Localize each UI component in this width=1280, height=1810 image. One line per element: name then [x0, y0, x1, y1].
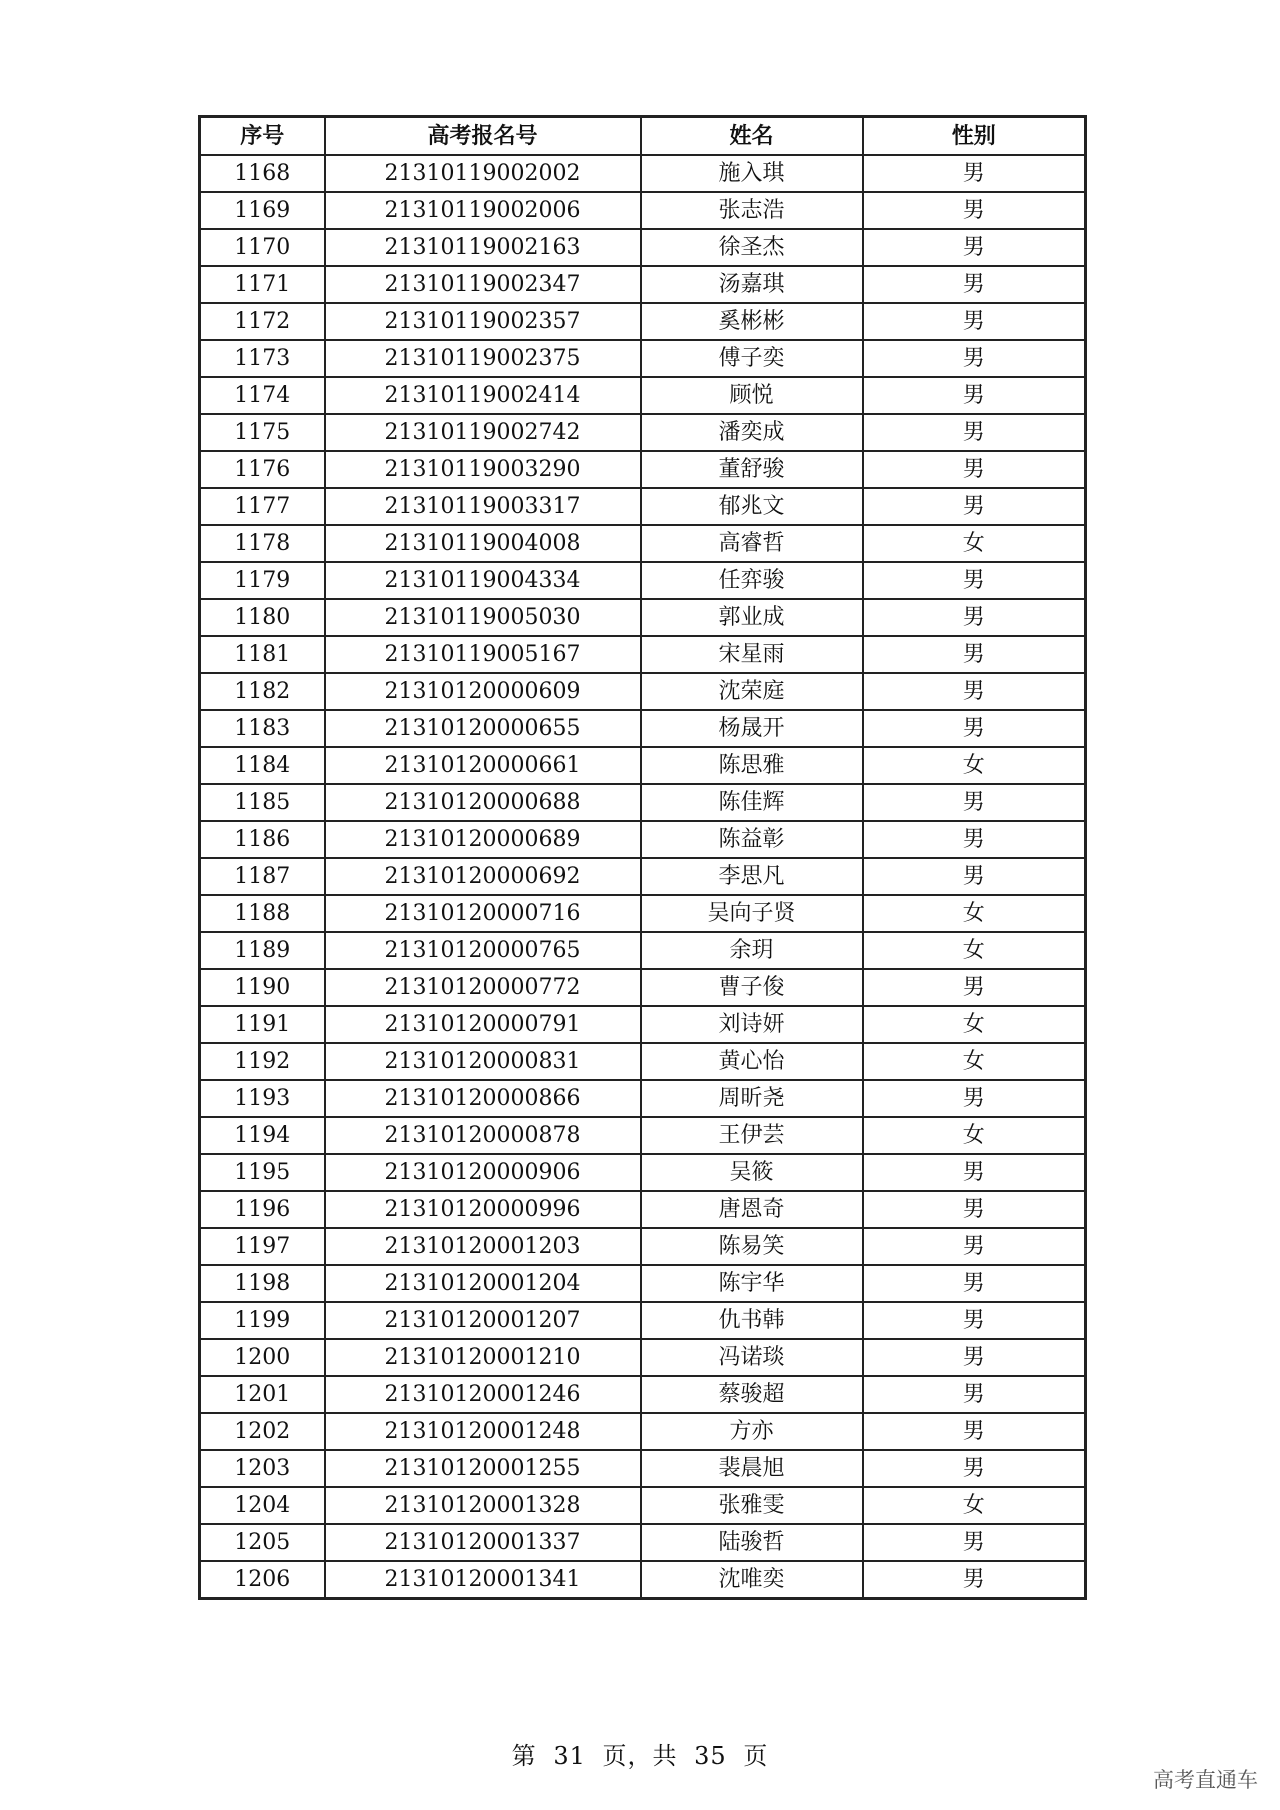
cell-name: 黄心怡: [641, 1043, 863, 1080]
cell-name: 王伊芸: [641, 1117, 863, 1154]
cell-seq: 1188: [200, 895, 325, 932]
cell-registration-number: 21310120000866: [325, 1080, 641, 1117]
table-row: [200, 414, 1086, 451]
table-row: [200, 932, 1086, 969]
cell-gender: 男: [863, 821, 1086, 858]
cell-name: 陈思雅: [641, 747, 863, 784]
cell-gender: 男: [863, 562, 1086, 599]
cell-name: 裴晨旭: [641, 1450, 863, 1487]
cell-name: 徐圣杰: [641, 229, 863, 266]
cell-registration-number: 21310120000765: [325, 932, 641, 969]
table-row: [200, 1376, 1086, 1413]
table-row: [200, 858, 1086, 895]
cell-gender: 男: [863, 1154, 1086, 1191]
cell-gender: 男: [863, 969, 1086, 1006]
cell-seq: 1189: [200, 932, 325, 969]
cell-seq: 1199: [200, 1302, 325, 1339]
cell-registration-number: 21310119002002: [325, 155, 641, 192]
cell-gender: 男: [863, 1524, 1086, 1561]
table-row: [200, 1487, 1086, 1524]
cell-name: 陈宇华: [641, 1265, 863, 1302]
cell-gender: 男: [863, 636, 1086, 673]
cell-registration-number: 21310119004008: [325, 525, 641, 562]
cell-gender: 男: [863, 784, 1086, 821]
cell-name: 周昕尧: [641, 1080, 863, 1117]
cell-name: 傅子奕: [641, 340, 863, 377]
cell-gender: 女: [863, 1117, 1086, 1154]
cell-name: 曹子俊: [641, 969, 863, 1006]
cell-name: 郁兆文: [641, 488, 863, 525]
table-row: [200, 1154, 1086, 1191]
footer-prefix: 第: [511, 1742, 537, 1770]
table-row: [200, 377, 1086, 414]
header-name: 姓名: [641, 117, 863, 156]
cell-gender: 男: [863, 303, 1086, 340]
cell-seq: 1202: [200, 1413, 325, 1450]
cell-registration-number: 21310119002414: [325, 377, 641, 414]
cell-name: 高睿哲: [641, 525, 863, 562]
table-row: [200, 821, 1086, 858]
cell-seq: 1203: [200, 1450, 325, 1487]
cell-gender: 男: [863, 1413, 1086, 1450]
table-row: [200, 303, 1086, 340]
table-row: [200, 599, 1086, 636]
table-header-row: [200, 117, 1086, 156]
cell-gender: 男: [863, 266, 1086, 303]
header-gender: 性别: [863, 117, 1086, 156]
cell-registration-number: 21310120001246: [325, 1376, 641, 1413]
cell-seq: 1194: [200, 1117, 325, 1154]
cell-gender: 男: [863, 1302, 1086, 1339]
header-registration-number: 高考报名号: [325, 117, 641, 156]
cell-gender: 男: [863, 673, 1086, 710]
cell-seq: 1196: [200, 1191, 325, 1228]
cell-registration-number: 21310120001341: [325, 1561, 641, 1599]
cell-name: 陈益彰: [641, 821, 863, 858]
cell-name: 唐恩奇: [641, 1191, 863, 1228]
cell-gender: 男: [863, 599, 1086, 636]
cell-seq: 1177: [200, 488, 325, 525]
cell-seq: 1191: [200, 1006, 325, 1043]
watermark-text: 高考直通车: [1153, 1768, 1258, 1792]
cell-seq: 1185: [200, 784, 325, 821]
cell-gender: 女: [863, 1006, 1086, 1043]
cell-registration-number: 21310120000831: [325, 1043, 641, 1080]
cell-seq: 1172: [200, 303, 325, 340]
cell-gender: 女: [863, 895, 1086, 932]
cell-seq: 1201: [200, 1376, 325, 1413]
table-row: [200, 1265, 1086, 1302]
cell-gender: 男: [863, 858, 1086, 895]
cell-seq: 1200: [200, 1339, 325, 1376]
cell-registration-number: 21310119005167: [325, 636, 641, 673]
cell-name: 汤嘉琪: [641, 266, 863, 303]
table-row: [200, 1043, 1086, 1080]
cell-registration-number: 21310119003290: [325, 451, 641, 488]
cell-registration-number: 21310120000609: [325, 673, 641, 710]
table-row: [200, 1302, 1086, 1339]
cell-registration-number: 21310120001210: [325, 1339, 641, 1376]
cell-gender: 男: [863, 1339, 1086, 1376]
cell-name: 董舒骏: [641, 451, 863, 488]
cell-name: 潘奕成: [641, 414, 863, 451]
cell-registration-number: 21310120000655: [325, 710, 641, 747]
cell-registration-number: 21310120000878: [325, 1117, 641, 1154]
cell-seq: 1198: [200, 1265, 325, 1302]
table-row: [200, 155, 1086, 192]
cell-registration-number: 21310119005030: [325, 599, 641, 636]
footer-mid: 页，共: [602, 1742, 678, 1770]
cell-registration-number: 21310120001255: [325, 1450, 641, 1487]
table-row: [200, 747, 1086, 784]
header-seq: 序号: [200, 117, 325, 156]
cell-seq: 1187: [200, 858, 325, 895]
cell-name: 刘诗妍: [641, 1006, 863, 1043]
cell-seq: 1195: [200, 1154, 325, 1191]
cell-registration-number: 21310119002357: [325, 303, 641, 340]
cell-name: 陆骏哲: [641, 1524, 863, 1561]
cell-seq: 1178: [200, 525, 325, 562]
cell-seq: 1182: [200, 673, 325, 710]
cell-seq: 1204: [200, 1487, 325, 1524]
cell-gender: 男: [863, 229, 1086, 266]
cell-name: 张志浩: [641, 192, 863, 229]
table-row: [200, 1080, 1086, 1117]
cell-name: 郭业成: [641, 599, 863, 636]
cell-seq: 1170: [200, 229, 325, 266]
cell-seq: 1184: [200, 747, 325, 784]
cell-name: 张雅雯: [641, 1487, 863, 1524]
cell-registration-number: 21310120000692: [325, 858, 641, 895]
cell-gender: 男: [863, 1450, 1086, 1487]
cell-seq: 1180: [200, 599, 325, 636]
table-row: [200, 266, 1086, 303]
table-row: [200, 488, 1086, 525]
cell-gender: 男: [863, 1265, 1086, 1302]
cell-seq: 1175: [200, 414, 325, 451]
cell-name: 沈唯奕: [641, 1561, 863, 1599]
table-row: [200, 1191, 1086, 1228]
cell-name: 奚彬彬: [641, 303, 863, 340]
page-number-footer: [0, 1736, 1280, 1771]
cell-registration-number: 21310119003317: [325, 488, 641, 525]
cell-gender: 男: [863, 451, 1086, 488]
table-row: [200, 1006, 1086, 1043]
table-row: [200, 451, 1086, 488]
cell-registration-number: 21310120000689: [325, 821, 641, 858]
cell-gender: 男: [863, 1228, 1086, 1265]
cell-gender: 男: [863, 414, 1086, 451]
cell-registration-number: 21310119004334: [325, 562, 641, 599]
cell-registration-number: 21310120001207: [325, 1302, 641, 1339]
cell-gender: 女: [863, 747, 1086, 784]
cell-name: 方亦: [641, 1413, 863, 1450]
table-body: [200, 155, 1086, 1599]
cell-seq: 1173: [200, 340, 325, 377]
footer-total-pages: 35: [694, 1742, 727, 1770]
cell-registration-number: 21310119002375: [325, 340, 641, 377]
cell-name: 余玥: [641, 932, 863, 969]
cell-registration-number: 21310120000716: [325, 895, 641, 932]
cell-seq: 1205: [200, 1524, 325, 1561]
cell-name: 蔡骏超: [641, 1376, 863, 1413]
cell-name: 吴向子贤: [641, 895, 863, 932]
cell-registration-number: 21310119002347: [325, 266, 641, 303]
cell-gender: 女: [863, 1043, 1086, 1080]
footer-suffix: 页: [743, 1742, 769, 1770]
cell-name: 李思凡: [641, 858, 863, 895]
cell-name: 宋星雨: [641, 636, 863, 673]
cell-seq: 1169: [200, 192, 325, 229]
cell-gender: 男: [863, 710, 1086, 747]
cell-name: 任弈骏: [641, 562, 863, 599]
cell-seq: 1168: [200, 155, 325, 192]
footer-current-page: 31: [553, 1742, 586, 1770]
cell-registration-number: 21310119002742: [325, 414, 641, 451]
cell-registration-number: 21310120000688: [325, 784, 641, 821]
cell-registration-number: 21310119002163: [325, 229, 641, 266]
cell-seq: 1171: [200, 266, 325, 303]
cell-seq: 1183: [200, 710, 325, 747]
cell-gender: 女: [863, 525, 1086, 562]
table-row: [200, 229, 1086, 266]
cell-seq: 1186: [200, 821, 325, 858]
cell-registration-number: 21310120001203: [325, 1228, 641, 1265]
table-row: [200, 1450, 1086, 1487]
cell-gender: 男: [863, 488, 1086, 525]
cell-seq: 1181: [200, 636, 325, 673]
cell-seq: 1206: [200, 1561, 325, 1599]
table-row: [200, 340, 1086, 377]
cell-registration-number: 21310120001248: [325, 1413, 641, 1450]
cell-gender: 男: [863, 1191, 1086, 1228]
cell-gender: 女: [863, 932, 1086, 969]
table-row: [200, 673, 1086, 710]
cell-registration-number: 21310120000661: [325, 747, 641, 784]
table-row: [200, 710, 1086, 747]
cell-registration-number: 21310120000791: [325, 1006, 641, 1043]
table-row: [200, 636, 1086, 673]
cell-gender: 男: [863, 1561, 1086, 1599]
table-row: [200, 784, 1086, 821]
cell-name: 陈易笑: [641, 1228, 863, 1265]
cell-gender: 男: [863, 1080, 1086, 1117]
table-row: [200, 192, 1086, 229]
cell-gender: 男: [863, 377, 1086, 414]
cell-gender: 男: [863, 155, 1086, 192]
table-row: [200, 1228, 1086, 1265]
cell-seq: 1190: [200, 969, 325, 1006]
table-row: [200, 1117, 1086, 1154]
cell-name: 仇书韩: [641, 1302, 863, 1339]
cell-gender: 男: [863, 192, 1086, 229]
table-row: [200, 1561, 1086, 1599]
cell-name: 杨晟开: [641, 710, 863, 747]
table-row: [200, 1413, 1086, 1450]
table-row: [200, 969, 1086, 1006]
cell-registration-number: 21310120000906: [325, 1154, 641, 1191]
table-row: [200, 1339, 1086, 1376]
cell-seq: 1197: [200, 1228, 325, 1265]
table-row: [200, 562, 1086, 599]
cell-registration-number: 21310120001337: [325, 1524, 641, 1561]
cell-seq: 1192: [200, 1043, 325, 1080]
cell-name: 冯诺琰: [641, 1339, 863, 1376]
table-row: [200, 895, 1086, 932]
cell-seq: 1193: [200, 1080, 325, 1117]
cell-name: 陈佳辉: [641, 784, 863, 821]
cell-registration-number: 21310120000772: [325, 969, 641, 1006]
cell-gender: 男: [863, 340, 1086, 377]
table-row: [200, 525, 1086, 562]
cell-gender: 女: [863, 1487, 1086, 1524]
cell-name: 吴筱: [641, 1154, 863, 1191]
cell-name: 顾悦: [641, 377, 863, 414]
cell-name: 施入琪: [641, 155, 863, 192]
cell-registration-number: 21310120000996: [325, 1191, 641, 1228]
cell-seq: 1179: [200, 562, 325, 599]
cell-registration-number: 21310120001328: [325, 1487, 641, 1524]
student-list-table: [198, 115, 1087, 1600]
cell-registration-number: 21310120001204: [325, 1265, 641, 1302]
cell-gender: 男: [863, 1376, 1086, 1413]
cell-registration-number: 21310119002006: [325, 192, 641, 229]
cell-seq: 1174: [200, 377, 325, 414]
cell-name: 沈荣庭: [641, 673, 863, 710]
table-row: [200, 1524, 1086, 1561]
cell-seq: 1176: [200, 451, 325, 488]
